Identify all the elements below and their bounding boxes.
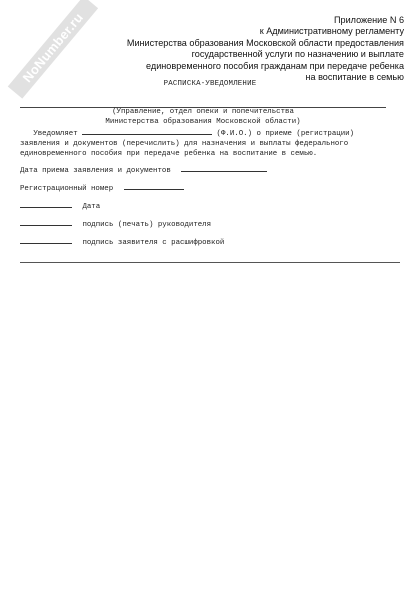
applicant-signature-blank bbox=[20, 236, 72, 244]
head-signature-label: подпись (печать) руководителя bbox=[82, 221, 212, 229]
head-signature-blank bbox=[20, 218, 72, 226]
notify-word: Уведомляет bbox=[33, 130, 78, 138]
appendix-header bbox=[127, 15, 404, 83]
header-line: государственной услуги по назначению и выплате bbox=[191, 49, 404, 60]
head-signature-row bbox=[20, 218, 211, 229]
watermark: NoNumber.ru bbox=[8, 0, 98, 99]
fio-blank bbox=[82, 127, 212, 135]
reg-number-blank bbox=[124, 182, 184, 190]
cut-line bbox=[20, 262, 400, 263]
applicant-signature-row bbox=[20, 236, 224, 247]
header-line: Приложение N 6 bbox=[333, 15, 404, 25]
date-received-row bbox=[20, 164, 267, 175]
reg-number-label: Регистрационный номер bbox=[20, 185, 114, 193]
header-line: Министерства образования Московской области предоставления bbox=[126, 37, 404, 48]
document-title: РАСПИСКА-УВЕДОМЛЕНИЕ bbox=[163, 80, 257, 88]
notification-text bbox=[20, 127, 386, 159]
notification-line-2: заявления и документов (перечислить) для назначения и выплаты федерального bbox=[20, 139, 349, 148]
fio-label: (Ф.И.О.) о приеме (регистрации) bbox=[216, 130, 355, 138]
organization-caption bbox=[20, 108, 386, 128]
notification-line-1 bbox=[20, 127, 386, 140]
header-line: единовременного пособия гражданам при передаче ребенка bbox=[146, 60, 404, 71]
date-received-label: Дата приема заявления и документов bbox=[20, 167, 171, 175]
date-blank bbox=[20, 200, 72, 208]
header-line: к Административному регламенту bbox=[259, 26, 404, 37]
organization-caption-line: (Управление, отдел опеки и попечительства bbox=[112, 108, 294, 116]
notification-line-3: единовременного пособия при передаче ребенка на воспитание в семью. bbox=[20, 149, 318, 158]
date-row bbox=[20, 200, 100, 211]
reg-number-row bbox=[20, 182, 184, 193]
applicant-signature-label: подпись заявителя с расшифровкой bbox=[82, 239, 225, 247]
header-line: на воспитание в семью bbox=[305, 72, 404, 83]
date-label: Дата bbox=[82, 203, 101, 211]
date-received-blank bbox=[181, 164, 267, 172]
organization-caption-line: Министерства образования Московской области) bbox=[105, 117, 301, 126]
